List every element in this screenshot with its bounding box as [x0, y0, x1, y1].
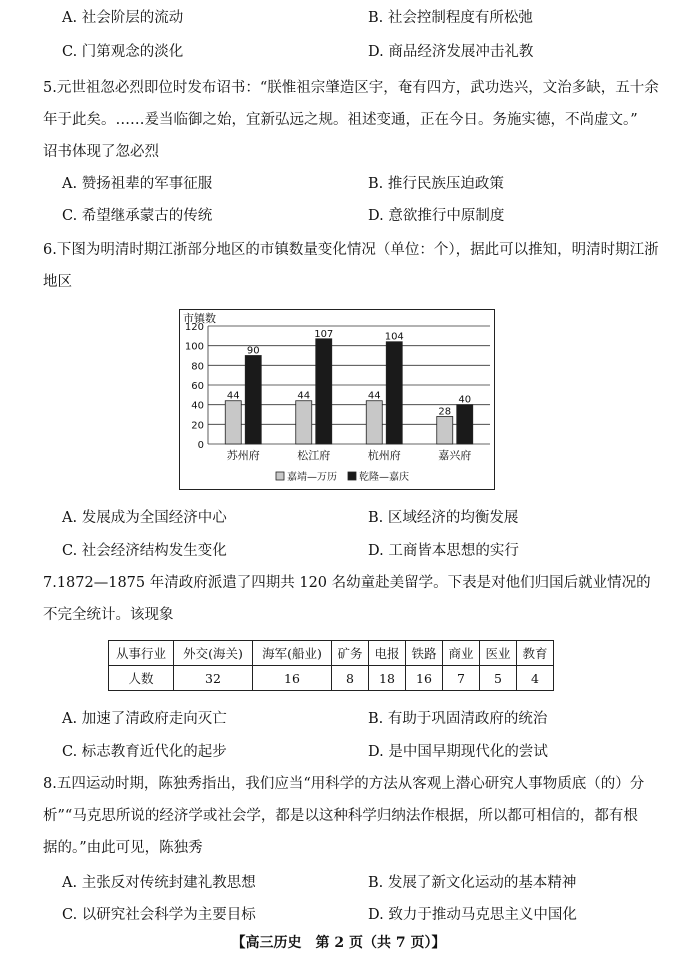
y-tick-label: 100	[184, 341, 204, 353]
table-header-cell: 外交(海关)	[174, 641, 253, 666]
table-cell: 18	[369, 666, 406, 691]
q6-stem-line2: 地区	[43, 274, 72, 290]
q7-stem-line2: 不完全统计。该现象	[43, 607, 174, 623]
q8-option-d: D. 致力于推动马克思主义中国化	[368, 907, 577, 923]
table-header-row	[109, 641, 554, 666]
table-cell: 16	[253, 666, 332, 691]
table-cell: 8	[332, 666, 369, 691]
q6-option-d: D. 工商皆本思想的实行	[368, 543, 519, 559]
table-cell: 5	[480, 666, 517, 691]
table-header-cell: 医业	[480, 641, 517, 666]
table-header-cell: 海军(船业)	[253, 641, 332, 666]
table-row	[109, 666, 554, 691]
x-tick-label: 苏州府	[226, 449, 260, 462]
table-cell: 16	[406, 666, 443, 691]
table-header-cell: 矿务	[332, 641, 369, 666]
legend-swatch	[348, 472, 356, 480]
q5-option-b: B. 推行民族压迫政策	[368, 176, 504, 192]
bar	[437, 416, 453, 444]
data-label: 40	[458, 394, 472, 406]
bar	[296, 401, 312, 444]
legend-label: 乾隆—嘉庆	[359, 472, 409, 483]
bar	[366, 401, 382, 444]
q5-stem-line1: 5.元世祖忽必烈即位时发布诏书：“朕惟祖宗肇造区宇，奄有四方，武功迭兴，文治多缺，五十余	[43, 80, 659, 96]
q5-stem-line3: 诏书体现了忽必烈	[43, 144, 159, 160]
x-tick-label: 嘉兴府	[438, 449, 472, 462]
bar	[316, 339, 332, 444]
x-tick-label: 松江府	[297, 449, 331, 462]
table-header-cell: 铁路	[406, 641, 443, 666]
y-tick-label: 60	[191, 381, 204, 392]
y-tick-label: 80	[191, 361, 204, 373]
page-footer: 【高三历史 第 2 页（共 7 页）】	[231, 935, 446, 951]
q4-option-a: A. 社会阶层的流动	[62, 10, 184, 26]
q5-option-d: D. 意欲推行中原制度	[368, 208, 505, 224]
table-cell: 7	[443, 666, 480, 691]
q8-stem-line2: 析”“马克思所说的经济学或社会学，都是以这种科学归纳法作根据，所以都可相信的，都有根	[43, 808, 638, 824]
table-header-cell: 教育	[517, 641, 554, 666]
q8-option-a: A. 主张反对传统封建礼教思想	[62, 875, 256, 891]
q5-stem-line2: 年于此矣。……爰当临御之始，宜新弘远之规。祖述变通，正在今日。务施实德，不尚虚文。”	[43, 112, 638, 128]
data-label: 44	[367, 390, 381, 402]
y-tick-label: 0	[197, 440, 204, 451]
table-header-cell: 电报	[369, 641, 406, 666]
q5-option-a: A. 赞扬祖辈的军事征服	[62, 176, 213, 192]
bar	[245, 356, 261, 445]
q8-stem-line1: 8.五四运动时期，陈独秀指出，我们应当“用科学的方法从客观上潜心研究人事物质底（的）分	[43, 776, 645, 792]
data-label: 28	[438, 406, 452, 418]
table-cell: 32	[174, 666, 253, 691]
q8-option-b: B. 发展了新文化运动的基本精神	[368, 875, 577, 891]
data-label: 90	[246, 345, 260, 357]
bar	[457, 405, 473, 444]
x-tick-label: 杭州府	[367, 449, 401, 462]
data-label: 44	[297, 390, 311, 402]
data-label: 107	[314, 328, 334, 340]
q7-option-b: B. 有助于巩固清政府的统治	[368, 711, 548, 727]
q4-option-c: C. 门第观念的淡化	[62, 44, 184, 60]
q7-option-d: D. 是中国早期现代化的尝试	[368, 744, 548, 760]
q8-option-c: C. 以研究社会科学为主要目标	[62, 907, 256, 923]
table-header-cell: 从事行业	[109, 641, 174, 666]
table-cell: 4	[517, 666, 554, 691]
q6-option-c: C. 社会经济结构发生变化	[62, 543, 227, 559]
y-tick-label: 20	[191, 420, 204, 432]
y-tick-label: 120	[184, 322, 204, 333]
q6-stem-line1: 6.下图为明清时期江浙部分地区的市镇数量变化情况（单位：个），据此可以推知，明清时期江浙	[43, 242, 659, 258]
q6-option-a: A. 发展成为全国经济中心	[62, 510, 227, 526]
legend-swatch	[276, 472, 284, 480]
q4-option-d: D. 商品经济发展冲击礼教	[368, 44, 534, 60]
q6-option-b: B. 区域经济的均衡发展	[368, 510, 519, 526]
data-label: 104	[384, 331, 404, 343]
y-tick-label: 40	[191, 400, 204, 412]
town-count-chart	[179, 309, 495, 490]
data-label: 44	[226, 390, 240, 402]
q5-option-c: C. 希望继承蒙古的传统	[62, 208, 213, 224]
employment-table	[108, 640, 554, 691]
bar-chart-svg	[180, 310, 494, 489]
q4-option-b: B. 社会控制程度有所松弛	[368, 10, 533, 26]
bar	[225, 401, 241, 444]
legend-label: 嘉靖—万历	[287, 472, 337, 483]
bar	[386, 342, 402, 444]
table-header-cell: 商业	[443, 641, 480, 666]
chart-title: 市镇数	[183, 312, 216, 325]
q7-stem-line1: 7.1872—1875 年清政府派遣了四期共 120 名幼童赴美留学。下表是对他们归国后就业情况的	[43, 575, 651, 591]
q7-option-c: C. 标志教育近代化的起步	[62, 744, 227, 760]
table-cell: 人数	[109, 666, 174, 691]
q7-option-a: A. 加速了清政府走向灭亡	[62, 711, 227, 727]
q8-stem-line3: 据的。”由此可见，陈独秀	[43, 840, 203, 856]
